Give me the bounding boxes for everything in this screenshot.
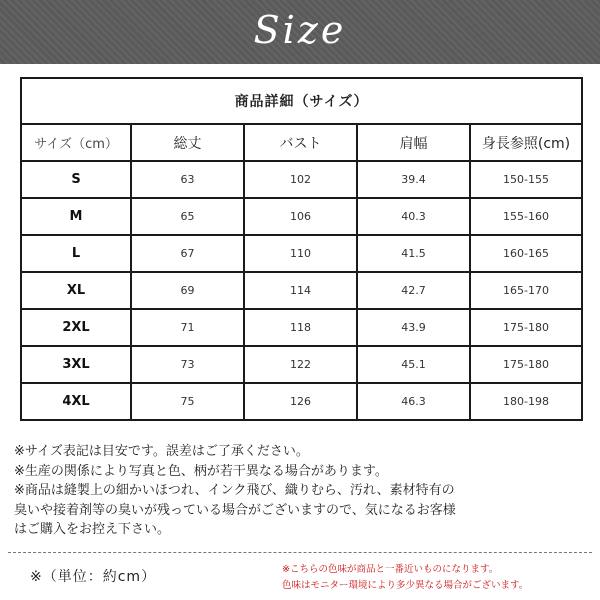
- unit-note: ※（単位：約cm）: [30, 569, 157, 585]
- color-note: ※こちらの色味が商品と一番近いものになります。: [282, 564, 499, 575]
- table-cell: 73: [131, 346, 244, 383]
- table-cell: 40.3: [357, 198, 470, 235]
- table-cell: 42.7: [357, 272, 470, 309]
- table-cell: 175-180: [470, 309, 582, 346]
- header-size: サイズ（cm）: [21, 124, 131, 161]
- table-cell: 41.5: [357, 235, 470, 272]
- table-cell: 114: [244, 272, 357, 309]
- table-cell: 75: [131, 383, 244, 420]
- table-cell: 180-198: [470, 383, 582, 420]
- table-cell: 63: [131, 161, 244, 198]
- table-header-row: [21, 124, 582, 161]
- table-cell: 106: [244, 198, 357, 235]
- size-label: M: [21, 198, 131, 235]
- table-cell: 165-170: [470, 272, 582, 309]
- size-label: 4XL: [21, 383, 131, 420]
- header-length: 総丈: [131, 124, 244, 161]
- table-cell: 69: [131, 272, 244, 309]
- size-label: XL: [21, 272, 131, 309]
- header-height: 身長参照(cm): [470, 124, 582, 161]
- note-line: はご購入をお控え下さい。: [14, 522, 171, 537]
- table-cell: 126: [244, 383, 357, 420]
- table-caption: 商品詳細（サイズ）: [21, 78, 582, 124]
- table-row: [21, 198, 582, 235]
- note-line: 臭いや接着剤等の臭いが残っている場合がございますので、気になるお客様: [14, 502, 456, 518]
- table-cell: 122: [244, 346, 357, 383]
- table-cell: 43.9: [357, 309, 470, 346]
- notes: [14, 442, 589, 540]
- size-label: 3XL: [21, 346, 131, 383]
- size-label: S: [21, 161, 131, 198]
- size-label: L: [21, 235, 131, 272]
- table-cell: 175-180: [470, 346, 582, 383]
- header-shoulder: 肩幅: [357, 124, 470, 161]
- banner-title: Size: [253, 8, 347, 52]
- table-cell: 160-165: [470, 235, 582, 272]
- table-cell: 118: [244, 309, 357, 346]
- table-row: [21, 161, 582, 198]
- note-line: ※商品は縫製上の細かいほつれ、インク飛び、織りむら、汚れ、素材特有の: [14, 483, 455, 498]
- table-cell: 71: [131, 309, 244, 346]
- table-cell: 46.3: [357, 383, 470, 420]
- color-disclaimer: [282, 562, 598, 594]
- note-line: ※サイズ表記は目安です。誤差はご了承ください。: [14, 444, 309, 459]
- table-cell: 45.1: [357, 346, 470, 383]
- table-cell: 67: [131, 235, 244, 272]
- table-cell: 110: [244, 235, 357, 272]
- table-row: [21, 383, 582, 420]
- title-banner: [0, 0, 600, 64]
- color-note: 色味はモニター環境により多少異なる場合がございます。: [282, 580, 529, 591]
- note-line: ※生産の関係により写真と色、柄が若干異なる場合があります。: [14, 463, 388, 479]
- table-row: [21, 272, 582, 309]
- table-cell: 65: [131, 198, 244, 235]
- table-cell: 102: [244, 161, 357, 198]
- table-cell: 155-160: [470, 198, 582, 235]
- table-cell: 39.4: [357, 161, 470, 198]
- header-bust: バスト: [244, 124, 357, 161]
- table-row: [21, 309, 582, 346]
- table-row: [21, 346, 582, 383]
- table-cell: 150-155: [470, 161, 582, 198]
- size-label: 2XL: [21, 309, 131, 346]
- size-table: [20, 77, 583, 421]
- dashed-divider: [8, 552, 592, 553]
- table-row: [21, 235, 582, 272]
